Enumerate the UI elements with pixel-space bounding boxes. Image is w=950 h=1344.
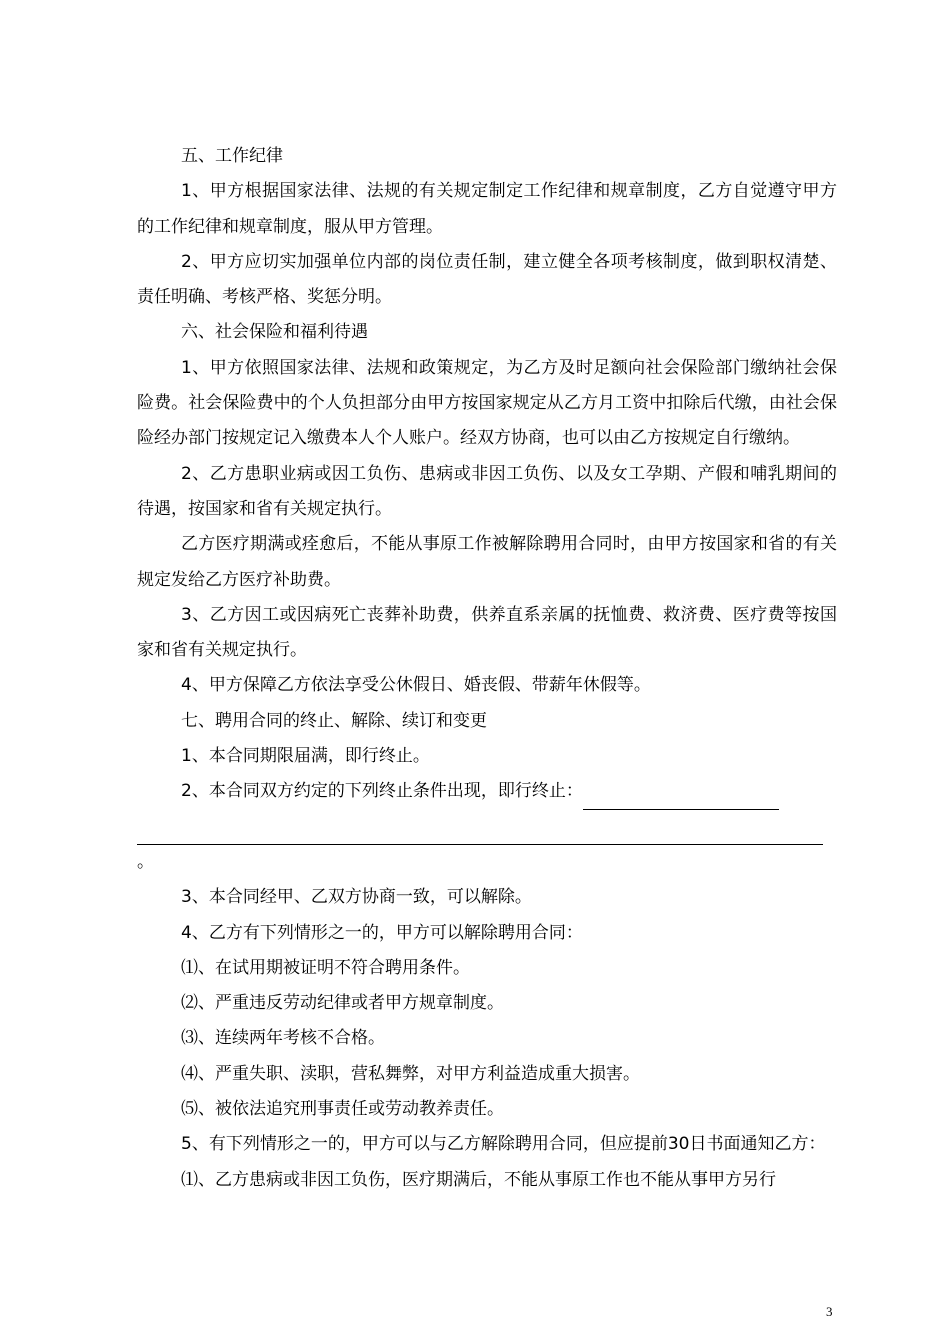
paragraph: 3、乙方因工或因病死亡丧葬补助费，供养直系亲属的抚恤费、救济费、医疗费等按国家和省有关规定执行。 bbox=[137, 604, 837, 661]
fill-in-blank[interactable] bbox=[137, 822, 823, 845]
section-heading-social-insurance: 六、社会保险和福利待遇 bbox=[181, 322, 368, 343]
paragraph: 4、甲方保障乙方依法享受公休假日、婚丧假、带薪年休假等。 bbox=[181, 675, 651, 696]
paragraph: 4、乙方有下列情形之一的，甲方可以解除聘用合同： bbox=[181, 922, 583, 943]
paragraph: 2、乙方患职业病或因工负伤、患病或非因工负伤、以及女工孕期、产假和哺乳期间的待遇，按国家和省有关规定执行。 bbox=[137, 463, 837, 519]
list-item: ⑵、严重违反劳动纪律或者甲方规章制度。 bbox=[181, 993, 504, 1014]
fill-in-blank-line bbox=[137, 810, 837, 881]
paragraph: 2、甲方应切实加强单位内部的岗位责任制，建立健全各项考核制度，做到职权清楚、责任明确、考核严格、奖惩分明。 bbox=[137, 251, 837, 308]
list-item: ⑶、连续两年考核不合格。 bbox=[181, 1028, 385, 1049]
paragraph: 乙方医疗期满或痊愈后，不能从事原工作被解除聘用合同时，由甲方按国家和省的有关规定发给乙方医疗补助费。 bbox=[137, 534, 837, 590]
list-item: ⑷、严重失职、渎职，营私舞弊，对甲方利益造成重大损害。 bbox=[181, 1063, 640, 1084]
paragraph: 5、有下列情形之一的，甲方可以与乙方解除聘用合同，但应提前30日书面通知乙方： bbox=[181, 1134, 826, 1155]
blank-line-end: 。 bbox=[137, 851, 154, 872]
paragraph: 1、本合同期限届满，即行终止。 bbox=[181, 746, 430, 767]
fill-in-blank[interactable] bbox=[583, 787, 779, 810]
list-item: ⑸、被依法追究刑事责任或劳动教养责任。 bbox=[181, 1099, 504, 1120]
section-heading-work-discipline: 五、工作纪律 bbox=[181, 146, 283, 166]
paragraph-with-blank bbox=[137, 774, 837, 809]
page-number: 3 bbox=[826, 1304, 833, 1319]
paragraph-text: 2、本合同双方约定的下列终止条件出现，即行终止： bbox=[181, 781, 583, 802]
paragraph: 1、甲方根据国家法律、法规的有关规定制定工作纪律和规章制度，乙方自觉遵守甲方的工作纪律和规章制度，服从甲方管理。 bbox=[137, 181, 837, 237]
list-item: ⑴、在试用期被证明不符合聘用条件。 bbox=[181, 957, 470, 978]
paragraph: 1、甲方依照国家法律、法规和政策规定，为乙方及时足额向社会保险部门缴纳社会保险费。社会保险费中的个人负担部分由甲方按国家规定从乙方月工资中扣除后代缴，由社会保险经办部门按规定记入缴费本人个人账户。经双方协商，也可以由乙方按规定自行缴纳。 bbox=[137, 357, 837, 449]
document-body bbox=[137, 139, 837, 1198]
section-heading-contract-termination: 七、聘用合同的终止、解除、续订和变更 bbox=[181, 710, 487, 731]
list-item: ⑴、乙方患病或非因工负伤，医疗期满后，不能从事原工作也不能从事甲方另行 bbox=[181, 1169, 776, 1190]
paragraph: 3、本合同经甲、乙双方协商一致，可以解除。 bbox=[181, 887, 532, 908]
